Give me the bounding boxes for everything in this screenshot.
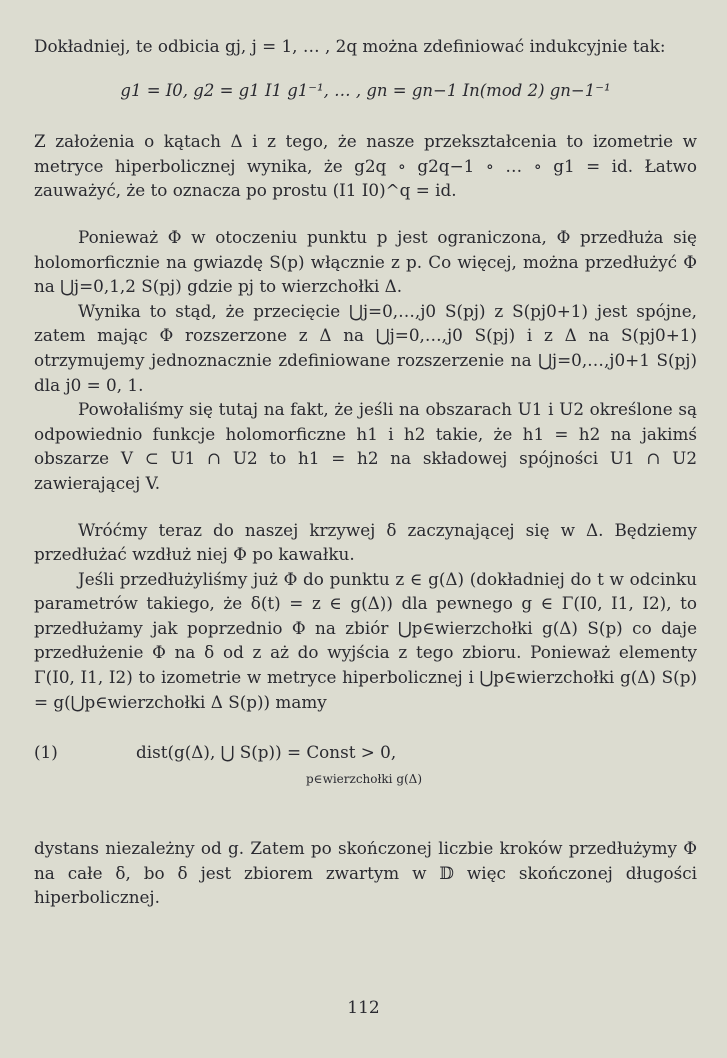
paragraph-3: Ponieważ Φ w otoczeniu punktu p jest ograniczona, Φ przedłuża się holomorficznie na gwiazdę S(p) włącznie z p. Co więcej, można przedłużyć Φ na ⋃j=0,1,2 S(pj) gdzie pj to wierzchołki Δ. (34, 226, 697, 297)
paragraph-7: Jeśli przedłużyliśmy już Φ do punktu z ∈ g(Δ) (dokładniej do t w odcinku parametrów takiego, że δ(t) = z ∈ g(Δ)) dla pewnego g ∈ Γ(I0, I1, I2), to przedłużamy jak poprzednio Φ na zbiór ⋃p∈wierzchołki g(Δ) S(p) co daje przedłużenie Φ na δ od z aż do wyjścia z tego zbioru. Ponieważ elementy Γ(I0, I1, I2) to izometrie w metryce hiperbolicznej i ⋃p∈wierzchołki g(Δ) S(p) = g(⋃p∈wierzchołki Δ S(p)) mamy (34, 568, 697, 712)
paragraph-2: Z założenia o kątach Δ i z tego, że nasze przekształcenia to izometrie w metryce hiperbolicznej wynika, że g2q ∘ g2q−1 ∘ … ∘ g1 = id. Łatwo zauważyć, że to oznacza po prostu (I1 I0)^q = id. (34, 131, 697, 201)
equation-subscript: p∈wierzchołki g(Δ) (306, 771, 423, 786)
page-number: 112 (347, 998, 380, 1018)
numbered-equation (34, 740, 697, 836)
recursive-definition-equation: g1 = I0, g2 = g1 I1 g1⁻¹, … , gn = gn−1 In(mod 2) gn−1⁻¹ (120, 80, 611, 100)
equation-body: dist(g(Δ), ⋃ S(p)) = Const > 0, (136, 742, 397, 763)
paragraph-6: Wróćmy teraz do naszej krzywej δ zaczynającej się w Δ. Będziemy przedłużać wzdłuż niej Φ po kawałku. (34, 519, 697, 565)
paragraph-8: dystans niezależny od g. Zatem po skończonej liczbie kroków przedłużymy Φ na całe δ, bo δ jest zbiorem zwartym w 𝔻 więc skończonej długości hiperbolicznej. (34, 838, 697, 908)
paragraph-1: Dokładniej, te odbicia gj, j = 1, … , 2q można zdefiniować indukcyjnie tak: (34, 36, 666, 56)
paragraph-5: Powołaliśmy się tutaj na fakt, że jeśli na obszarach U1 i U2 określone są odpowiednio funkcje holomorficzne h1 i h2 takie, że h1 = h2 na jakimś obszarze V ⊂ U1 ∩ U2 to h1 = h2 na składowej spójności U1 ∩ U2 zawierającej V. (34, 399, 697, 493)
equation-number: (1) (34, 742, 58, 763)
equation-body-wrapper (116, 740, 697, 791)
paragraph-4: Wynika to stąd, że przecięcie ⋃j=0,…,j0 S(pj) z S(pj0+1) jest spójne, zatem mając Φ rozszerzone z Δ na ⋃j=0,…,j0 S(pj) i z Δ na S(pj0+1) otrzymujemy jednoznacznie zdefiniowane rozszerzenie na ⋃j=0,…,j0+1 S(pj) dla j0 = 0, 1. (34, 300, 697, 395)
